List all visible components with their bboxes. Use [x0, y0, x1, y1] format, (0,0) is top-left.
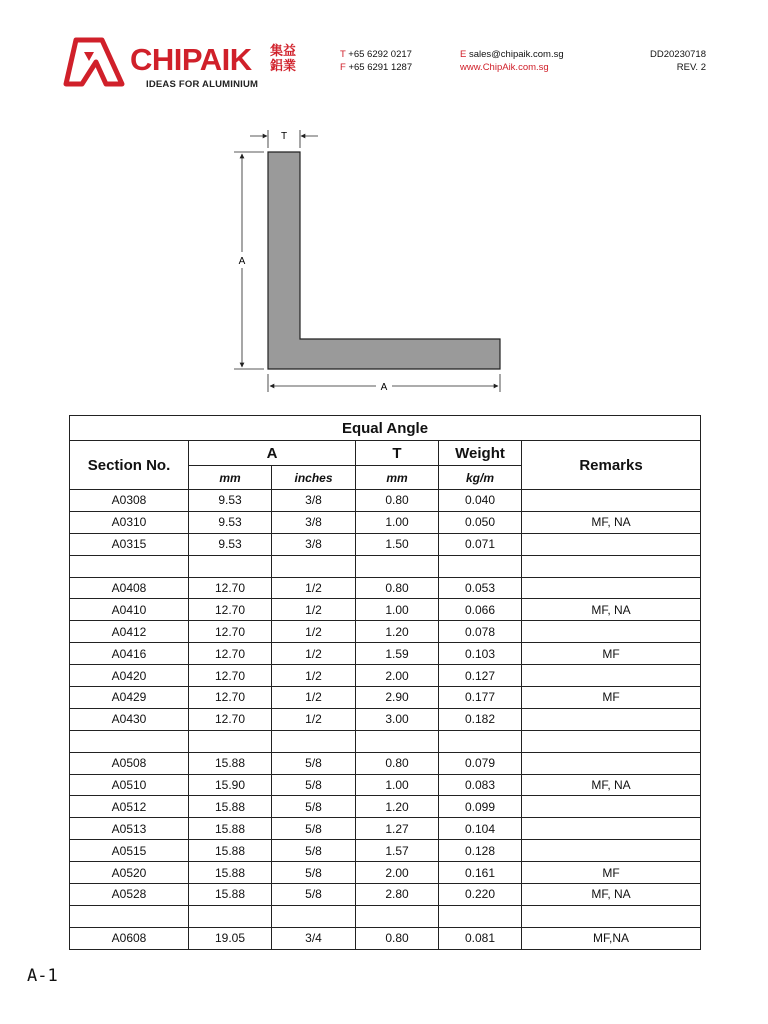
brand-name: CHIPAIK	[130, 42, 252, 77]
brand-tagline: IDEAS FOR ALUMINIUM	[146, 79, 259, 90]
cell-a-mm: 19.05	[189, 927, 272, 949]
table-row	[70, 599, 701, 621]
cell-section-no: A0429	[70, 687, 189, 709]
table-row	[70, 490, 701, 512]
cell-t-mm: 1.20	[356, 796, 439, 818]
table-row	[70, 796, 701, 818]
cell-a-mm: 15.88	[189, 862, 272, 884]
cell-section-no: A0408	[70, 577, 189, 599]
cell-a-mm	[189, 555, 272, 577]
height-dimension-label: A	[238, 256, 246, 267]
cell-weight: 0.161	[439, 862, 522, 884]
cell-weight: 0.182	[439, 708, 522, 730]
cell-section-no: A0608	[70, 927, 189, 949]
cell-a-inches: 3/8	[272, 490, 356, 512]
table-row	[70, 840, 701, 862]
cell-t-mm: 2.00	[356, 862, 439, 884]
cell-section-no: A0515	[70, 840, 189, 862]
cell-t-mm	[356, 905, 439, 927]
table-row	[70, 884, 701, 906]
cell-a-mm: 15.88	[189, 840, 272, 862]
header-remarks: Remarks	[522, 441, 701, 490]
cell-remarks: MF, NA	[522, 599, 701, 621]
cell-weight: 0.066	[439, 599, 522, 621]
cell-a-inches: 3/8	[272, 511, 356, 533]
cell-t-mm: 0.80	[356, 752, 439, 774]
email-address[interactable]: sales@chipaik.com.sg	[468, 49, 564, 60]
cell-section-no: A0315	[70, 533, 189, 555]
cell-weight: 0.081	[439, 927, 522, 949]
cell-section-no: A0512	[70, 796, 189, 818]
table-spacer-row	[70, 730, 701, 752]
cell-a-mm: 15.88	[189, 796, 272, 818]
cell-weight: 0.177	[439, 687, 522, 709]
cell-a-inches: 1/2	[272, 687, 356, 709]
table-row	[70, 752, 701, 774]
cell-t-mm: 1.00	[356, 511, 439, 533]
cell-remarks: MF,NA	[522, 927, 701, 949]
width-dimension-label: A	[380, 382, 388, 393]
table-row	[70, 643, 701, 665]
cell-section-no: A0308	[70, 490, 189, 512]
cell-a-mm: 12.70	[189, 577, 272, 599]
cell-a-inches: 1/2	[272, 621, 356, 643]
header-weight: Weight	[439, 441, 522, 466]
cell-a-inches	[272, 905, 356, 927]
cell-a-inches: 5/8	[272, 774, 356, 796]
table-row	[70, 533, 701, 555]
cell-t-mm: 1.00	[356, 774, 439, 796]
cell-remarks: MF, NA	[522, 511, 701, 533]
cell-a-inches: 5/8	[272, 862, 356, 884]
cell-a-inches: 1/2	[272, 643, 356, 665]
cell-weight: 0.220	[439, 884, 522, 906]
unit-a-inches: inches	[272, 466, 356, 490]
table-row	[70, 665, 701, 687]
equal-angle-diagram	[220, 122, 520, 397]
cell-t-mm: 1.50	[356, 533, 439, 555]
cell-a-mm: 12.70	[189, 665, 272, 687]
table-row	[70, 621, 701, 643]
table-row	[70, 818, 701, 840]
cell-remarks: MF	[522, 687, 701, 709]
unit-a-mm: mm	[189, 466, 272, 490]
cell-section-no: A0416	[70, 643, 189, 665]
cell-section-no: A0420	[70, 665, 189, 687]
cell-remarks	[522, 555, 701, 577]
cell-weight: 0.071	[439, 533, 522, 555]
cell-t-mm: 1.57	[356, 840, 439, 862]
brand-chinese-name: 集益 鋁業	[270, 44, 297, 74]
cell-a-inches: 3/8	[272, 533, 356, 555]
cell-t-mm: 3.00	[356, 708, 439, 730]
cell-a-mm: 9.53	[189, 533, 272, 555]
cell-section-no	[70, 730, 189, 752]
table-row	[70, 927, 701, 949]
cell-section-no: A0410	[70, 599, 189, 621]
cell-a-inches: 5/8	[272, 818, 356, 840]
cell-weight: 0.040	[439, 490, 522, 512]
thickness-dimension-label: T	[280, 131, 288, 142]
cell-section-no: A0510	[70, 774, 189, 796]
phone-fax-block	[340, 48, 412, 74]
cell-t-mm: 1.00	[356, 599, 439, 621]
equal-angle-table	[69, 415, 701, 950]
cell-a-mm: 15.88	[189, 752, 272, 774]
cell-a-mm: 15.88	[189, 884, 272, 906]
cell-weight: 0.053	[439, 577, 522, 599]
cell-a-mm: 12.70	[189, 708, 272, 730]
cell-a-inches: 3/4	[272, 927, 356, 949]
cell-a-inches	[272, 555, 356, 577]
cell-weight: 0.079	[439, 752, 522, 774]
cell-t-mm: 0.80	[356, 577, 439, 599]
cell-t-mm	[356, 555, 439, 577]
unit-weight: kg/m	[439, 466, 522, 490]
cell-section-no: A0430	[70, 708, 189, 730]
table-row	[70, 687, 701, 709]
cell-a-inches: 1/2	[272, 708, 356, 730]
cell-remarks	[522, 665, 701, 687]
phone-label: T	[340, 49, 346, 60]
cell-remarks	[522, 533, 701, 555]
cell-weight: 0.083	[439, 774, 522, 796]
cell-section-no	[70, 555, 189, 577]
cell-weight: 0.050	[439, 511, 522, 533]
cell-t-mm: 2.00	[356, 665, 439, 687]
cell-weight	[439, 730, 522, 752]
email-web-block	[460, 48, 564, 74]
document-id: DD20230718	[650, 49, 706, 60]
cell-section-no: A0528	[70, 884, 189, 906]
fax-label: F	[340, 62, 346, 73]
cell-a-mm: 12.70	[189, 687, 272, 709]
cell-a-inches: 5/8	[272, 884, 356, 906]
cell-t-mm: 0.80	[356, 927, 439, 949]
cell-remarks	[522, 818, 701, 840]
cell-weight: 0.103	[439, 643, 522, 665]
cell-weight: 0.127	[439, 665, 522, 687]
cell-a-inches: 1/2	[272, 599, 356, 621]
cell-weight	[439, 555, 522, 577]
cell-remarks: MF	[522, 862, 701, 884]
table-row	[70, 708, 701, 730]
cell-remarks	[522, 796, 701, 818]
cell-t-mm: 1.59	[356, 643, 439, 665]
page-number: A-1	[27, 966, 58, 986]
header-t: T	[356, 441, 439, 466]
cell-section-no: A0513	[70, 818, 189, 840]
document-revision: REV. 2	[676, 62, 706, 73]
cell-t-mm: 1.20	[356, 621, 439, 643]
cell-section-no	[70, 905, 189, 927]
unit-t-mm: mm	[356, 466, 439, 490]
cell-a-mm: 12.70	[189, 599, 272, 621]
table-title: Equal Angle	[70, 416, 701, 441]
cell-section-no: A0412	[70, 621, 189, 643]
cell-weight: 0.104	[439, 818, 522, 840]
document-id-block	[650, 48, 706, 74]
logo-mark-icon	[62, 36, 126, 92]
cell-remarks	[522, 905, 701, 927]
cell-remarks: MF, NA	[522, 884, 701, 906]
cell-a-mm: 9.53	[189, 490, 272, 512]
angle-profile-shape	[268, 152, 500, 369]
cell-weight: 0.099	[439, 796, 522, 818]
cell-remarks: MF	[522, 643, 701, 665]
company-logo	[62, 36, 312, 96]
cell-a-inches: 1/2	[272, 577, 356, 599]
cell-remarks	[522, 708, 701, 730]
cell-a-inches	[272, 730, 356, 752]
cell-t-mm: 2.80	[356, 884, 439, 906]
cell-a-mm: 15.88	[189, 818, 272, 840]
phone-number: +65 6292 0217	[348, 49, 412, 60]
cell-section-no: A0508	[70, 752, 189, 774]
cell-t-mm: 0.80	[356, 490, 439, 512]
table-spacer-row	[70, 555, 701, 577]
cell-weight	[439, 905, 522, 927]
website-link[interactable]: www.ChipAik.com.sg	[460, 62, 549, 73]
cell-t-mm	[356, 730, 439, 752]
cell-remarks	[522, 490, 701, 512]
cell-a-mm	[189, 905, 272, 927]
cell-remarks: MF, NA	[522, 774, 701, 796]
table-row	[70, 862, 701, 884]
cell-section-no: A0520	[70, 862, 189, 884]
cell-t-mm: 1.27	[356, 818, 439, 840]
table-row	[70, 774, 701, 796]
table-row	[70, 577, 701, 599]
cell-a-mm: 12.70	[189, 621, 272, 643]
table-spacer-row	[70, 905, 701, 927]
cell-section-no: A0310	[70, 511, 189, 533]
cell-remarks	[522, 840, 701, 862]
cell-weight: 0.128	[439, 840, 522, 862]
cell-remarks	[522, 577, 701, 599]
cell-remarks	[522, 752, 701, 774]
cell-weight: 0.078	[439, 621, 522, 643]
cell-a-mm: 15.90	[189, 774, 272, 796]
cell-a-inches: 5/8	[272, 796, 356, 818]
header-a: A	[189, 441, 356, 466]
cell-a-mm: 9.53	[189, 511, 272, 533]
header-section-no: Section No.	[70, 441, 189, 490]
cell-a-mm	[189, 730, 272, 752]
table-row	[70, 511, 701, 533]
cell-t-mm: 2.90	[356, 687, 439, 709]
cell-a-mm: 12.70	[189, 643, 272, 665]
fax-number: +65 6291 1287	[348, 62, 413, 73]
email-label: E	[460, 49, 467, 60]
cell-a-inches: 5/8	[272, 752, 356, 774]
cell-remarks	[522, 730, 701, 752]
cell-a-inches: 5/8	[272, 840, 356, 862]
cell-remarks	[522, 621, 701, 643]
cell-a-inches: 1/2	[272, 665, 356, 687]
